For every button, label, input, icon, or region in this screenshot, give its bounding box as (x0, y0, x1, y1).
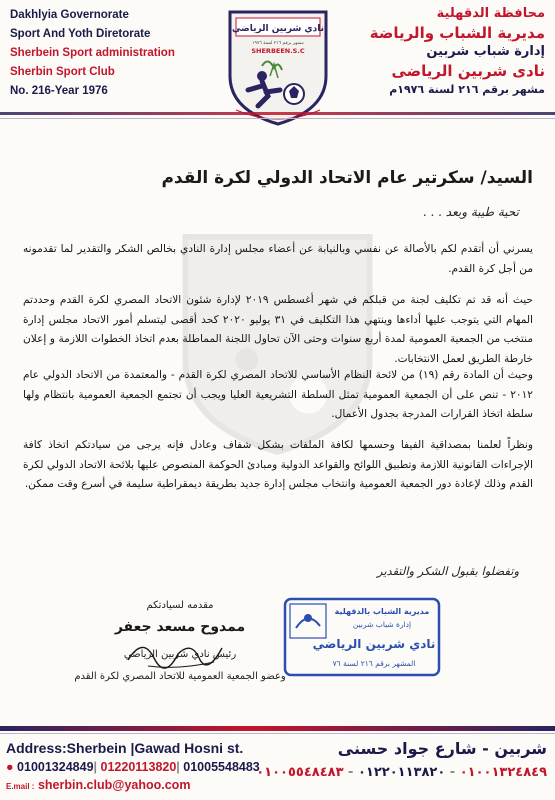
header-ar-line: محافظة الدقهلية (436, 6, 545, 21)
footer-email-label: E.mail : (6, 782, 35, 791)
stamp-line: المشهر برقم ٢١٦ لسنة ٧٦ (332, 659, 416, 668)
stamp-line: مديرية الشباب بالدقهلية (334, 607, 430, 616)
header-arabic-block (345, 4, 545, 98)
letter-paragraph: يسرني أن أتقدم لكم بالأصالة عن نفسي وبالنيابة عن أعضاء مجلس إدارة النادي بخالص الشكر والتقدير لما تقدمونه من أجل كرة القدم. (23, 243, 533, 275)
letter-greeting: تحية طيبة وبعد . . . (422, 205, 519, 219)
footer-email-value: sherbin.club@yahoo.com (37, 778, 191, 792)
header-en-line: Dakhlyia Governorate (10, 9, 129, 21)
letter-closing: وتفضلوا بقبول الشكر والتقدير (376, 564, 519, 578)
phone-icon: ● (6, 760, 14, 774)
header-divider-thin (0, 118, 555, 119)
footer-english-block (6, 738, 266, 796)
logo-sub: مشهر برقم ٢١٦ لسنة ١٩٧٦ (252, 41, 304, 46)
footer-phone: 01220113820 (100, 760, 177, 774)
stamp-line: نادي شربين الرياضي (312, 637, 436, 651)
footer-phone: 01005548483 (183, 760, 260, 774)
letter-paragraph: وحيث أن المادة رقم (١٩) من لائحة النظام الأساسي للاتحاد المصري لكرة القدم - والمعتمدة من الاتحاد الدولي عام ٢٠١٢ - تنص على أن الجمعية العمومية تمثل السلطة التشريعية العليا ويجب أن تجتمع الجمعية العمومية بانتظام ولها سلطة اتخاذ القرارات المدرجة بجدول الأعمال. (23, 369, 533, 420)
footer-phones-ar: ٠١٠٠١٣٢٤٨٤٩ - ٠١٢٢٠١١٣٨٢٠ - ٠١٠٠٥٥٤٨٤٨٣ (256, 765, 547, 780)
logo-english-name: SHERBEEN.S.C (251, 47, 305, 55)
header-ar-line: مديرية الشباب والرياضة (369, 24, 545, 42)
footer-phone-ar: ٠١٠٠١٣٢٤٨٤٩ (459, 765, 547, 780)
signature-title: وعضو الجمعية العمومية للاتحاد المصري لكرة القدم (74, 671, 286, 682)
footer-divider-thin (0, 733, 555, 734)
letter-paragraph: حيث أنه قد تم تكليف لجنة من قبلكم في شهر أغسطس ٢٠١٩ لإدارة شئون الاتحاد المصري لكرة القدم وحددتم المهام التي يتوجب عليها أداءها وينتهي هذا التكليف في ٣١ يوليو ٢٠٢٠ كحد أقصى ليتسلم أمور الاتحاد مجلس إدارة منتخب من الجمعية العمومية لمدة أربع سنوات وحتى الآن تحاول اللجنة المماطلة بعدم اتخاذ الخطوات اللازمة و إعلان خارطة الطريق لعمل الانتخابات. (23, 294, 534, 365)
footer-phone-ar: ٠١٢٢٠١١٣٨٢٠ (357, 765, 446, 780)
header-english-block (10, 6, 210, 101)
header-en-line: No. 216-Year 1976 (10, 85, 108, 97)
header-en-line: Sport And Yoth Diretorate (10, 28, 151, 40)
signature-title: رئيس نادي شربين الرياضي (123, 649, 237, 660)
footer-phone-ar: ٠١٠٠٥٥٤٨٤٨٣ (256, 765, 344, 780)
footer-arabic-block (256, 736, 547, 784)
letter-salutation: السيد/ سكرتير عام الاتحاد الدولي لكرة القدم (161, 168, 533, 188)
stamp-line: إدارة شباب شربين (352, 620, 412, 629)
signature-name: ممدوح مسعد جعفر (114, 619, 246, 635)
footer-address: Address:Sherbein |Gawad Hosni st. (6, 740, 244, 756)
header-en-line: Sherbein Sport administration (10, 47, 175, 59)
header-ar-line: إدارة شباب شربين (426, 44, 545, 59)
header-divider (0, 112, 555, 115)
letter-paragraph: ونظراً لعلمنا بمصداقية الفيفا وحسمها لكافة الملفات بشكل شفاف وعادل فإنه يرجى من سيادتكم اتخاذ كافة الإجراءات القانونية اللازمة وتطبيق اللوائح والقواعد الدولية ومبادئ الحوكمة المنصوص عليها بلائحة الاتحاد الدولي لكرة القدم وذلك لإعادة دور الجمعية العمومية وانتخاب مجلس إدارة جديد بطريقة ديمقراطية سليمة في أسرع وقت ممكن. (23, 439, 533, 490)
footer-address-ar: شربين - شارع جواد حسنى (337, 739, 547, 758)
handwritten-signature (118, 630, 238, 680)
footer-email (6, 776, 266, 796)
footer-divider (0, 726, 555, 731)
club-stamp (282, 596, 442, 678)
header-ar-line: نادى شربين الرياضى (391, 62, 545, 80)
header-ar-line: مشهر برقم ٢١٦ لسنة ١٩٧٦م (389, 83, 545, 96)
footer-phones: ● 01001324849| 01220113820| 01005548483 (6, 760, 260, 774)
logo-arabic-name: نادي شربين الرياضي (231, 24, 325, 34)
football-icon (284, 84, 304, 104)
club-logo (222, 6, 334, 128)
footer-phone: 01001324849 (17, 760, 94, 774)
header-en-line: Sherbin Sport Club (10, 66, 115, 78)
signature-presented-by: مقدمه لسيادتكم (146, 600, 214, 611)
